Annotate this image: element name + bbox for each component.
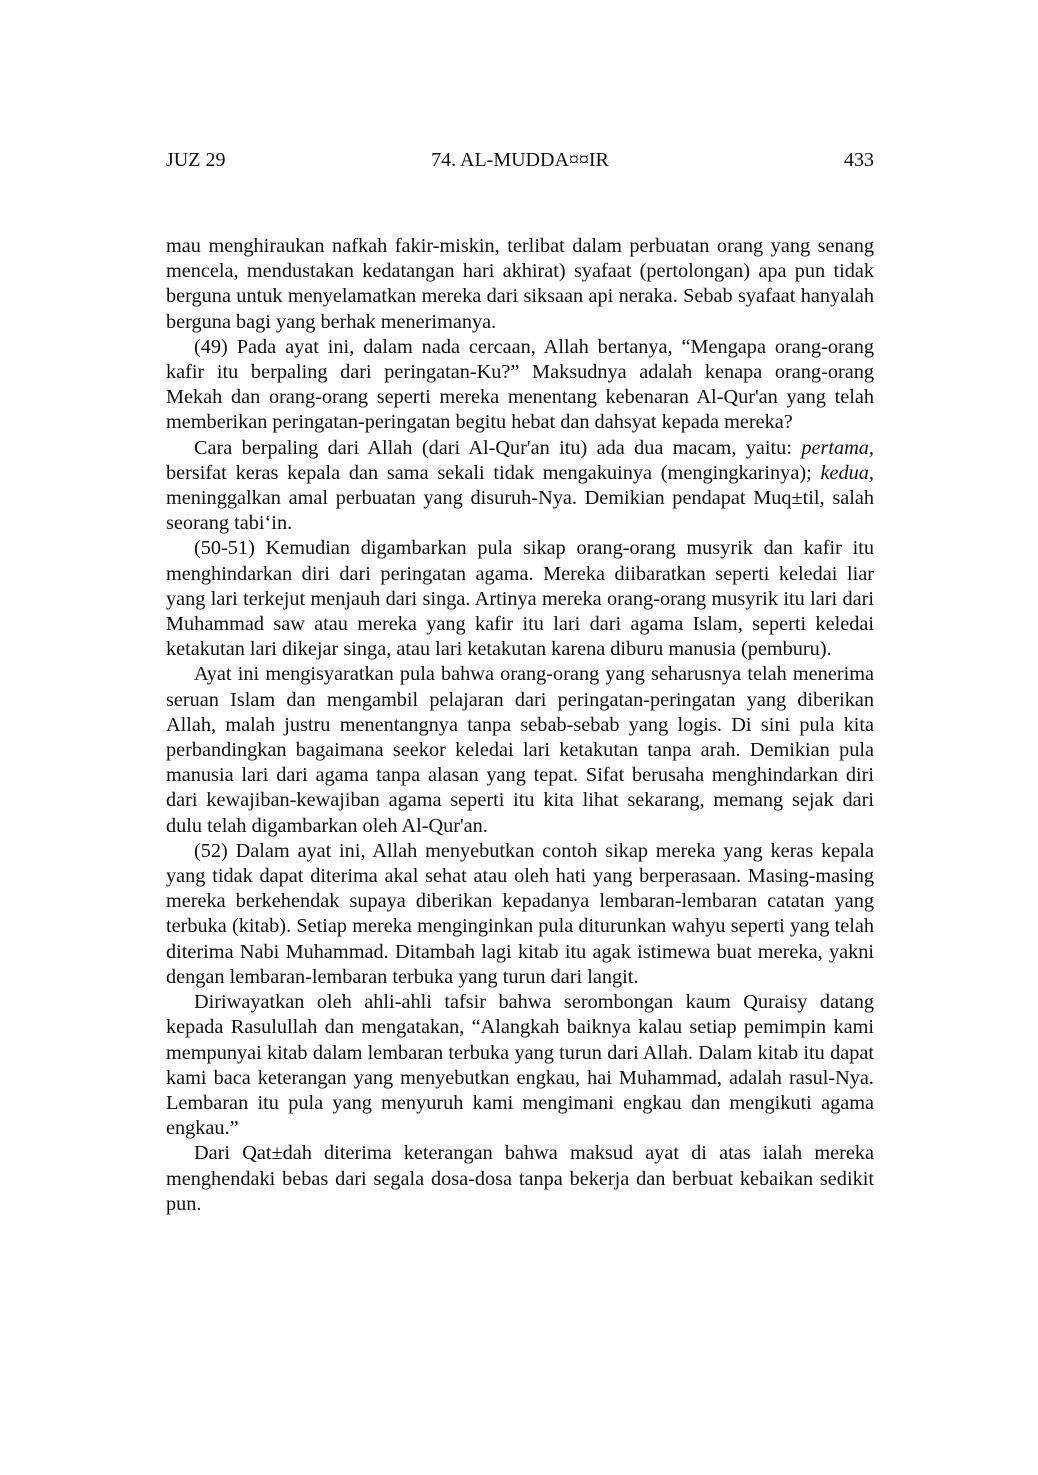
paragraph-riwayat: Diriwayatkan oleh ahli-ahli tafsir bahwa serombongan kaum Quraisy datang kepada Rasulullah dan mengatakan, “Alangkah baiknya kalau setiap pemimpin kami mempunyai kitab dalam lembaran terbuka yang turun dari Allah. Dalam kitab itu dapat kami baca keterangan yang menyebutkan engkau, hai Muhammad, adalah rasul-Nya. Lembaran itu pula yang menyuruh kami mengimani engkau dan mengikuti agama engkau.” <box>166 991 874 1140</box>
paragraph-verse-52: (52) Dalam ayat ini, Allah menyebutkan contoh sikap mereka yang keras kepala yang tidak dapat diterima akal sehat atau oleh hati yang berperasaan. Masing-masing mereka berkehendak supaya diberikan kepadanya lembaran-lembaran catatan yang terbuka (kitab). Setiap mereka menginginkan pula diturunkan wahyu seperti yang telah diterima Nabi Muhammad. Ditambah lagi kitab itu agak istimewa buat mereka, yakni dengan lembaran-lembaran terbuka yang turun dari langit. <box>166 839 874 988</box>
paragraph-ayat-isyarat: Ayat ini mengisyaratkan pula bahwa orang-orang yang seharusnya telah menerima seruan Islam dan mengambil pelajaran dari peringatan-peringatan yang diberikan Allah, malah justru menentangnya tanpa sebab-sebab yang logis. Di sini pula kita perbandingkan bagaimana seekor keledai lari ketakutan tanpa arah. Demikian pula manusia lari dari agama tanpa alasan yang tepat. Sifat berusaha menghindarkan diri dari kewajiban-kewajiban agama seperti itu kita lihat sekarang, memang sejak dari dulu telah digambarkan oleh Al-Qur'an. <box>166 663 874 837</box>
paragraph-text: Cara berpaling dari Allah (dari Al-Qur'an itu) ada dua macam, yaitu: <box>194 436 802 459</box>
paragraph-verse-50-51: (50-51) Kemudian digambarkan pula sikap orang-orang musyrik dan kafir itu menghindarkan diri dari peringatan agama. Mereka diibaratkan seperti keledai liar yang lari terkejut menjauh dari singa. Artinya mereka orang-orang musyrik itu lari dari Muhammad saw atau mereka yang kafir itu lari dari agama Islam, seperti keledai ketakutan lari dikejar singa, atau lari ketakutan karena diburu manusia (pemburu). <box>166 537 874 661</box>
italic-term-kedua: kedua, <box>820 461 874 484</box>
paragraph-text: meninggalkan amal perbuatan yang disuruh-Nya. Demikian pendapat Muq±til, salah seorang tabi‘in. <box>166 487 874 535</box>
paragraph-qatadah: Dari Qat±dah diterima keterangan bahwa maksud ayat di atas ialah mereka menghendaki bebas dari segala dosa-dosa tanpa bekerja dan berbuat kebaikan sedikit pun. <box>166 1142 874 1215</box>
page-number: 433 <box>844 149 874 171</box>
italic-term-pertama: pertama, <box>801 436 874 459</box>
page-body <box>166 234 874 1217</box>
paragraph-text: bersifat keras kepala dan sama sekali tidak mengakuinya (mengingkarinya); <box>166 461 821 484</box>
juz-label: JUZ 29 <box>166 149 226 171</box>
paragraph-verse-49: (49) Pada ayat ini, dalam nada cercaan, Allah bertanya, “Mengapa orang-orang kafir itu berpaling dari peringatan-Ku?” Maksudnya adalah kenapa orang-orang Mekah dan orang-orang seperti mereka menentang kebenaran Al-Qur'an yang telah memberikan peringatan-peringatan begitu hebat dan dahsyat kepada mereka? <box>166 335 874 434</box>
paragraph-ways-of-turning-away <box>166 436 874 537</box>
surah-title: 74. AL-MUDDA¤¤IR <box>431 149 609 171</box>
page-header <box>166 146 874 174</box>
paragraph-continuation: mau menghiraukan nafkah fakir-miskin, terlibat dalam perbuatan orang yang senang mencela, mendustakan kedatangan hari akhirat) syafaat (pertolongan) apa pun tidak berguna untuk menyelamatkan mereka dari siksaan api neraka. Sebab syafaat hanyalah berguna bagi yang berhak menerimanya. <box>166 235 874 333</box>
